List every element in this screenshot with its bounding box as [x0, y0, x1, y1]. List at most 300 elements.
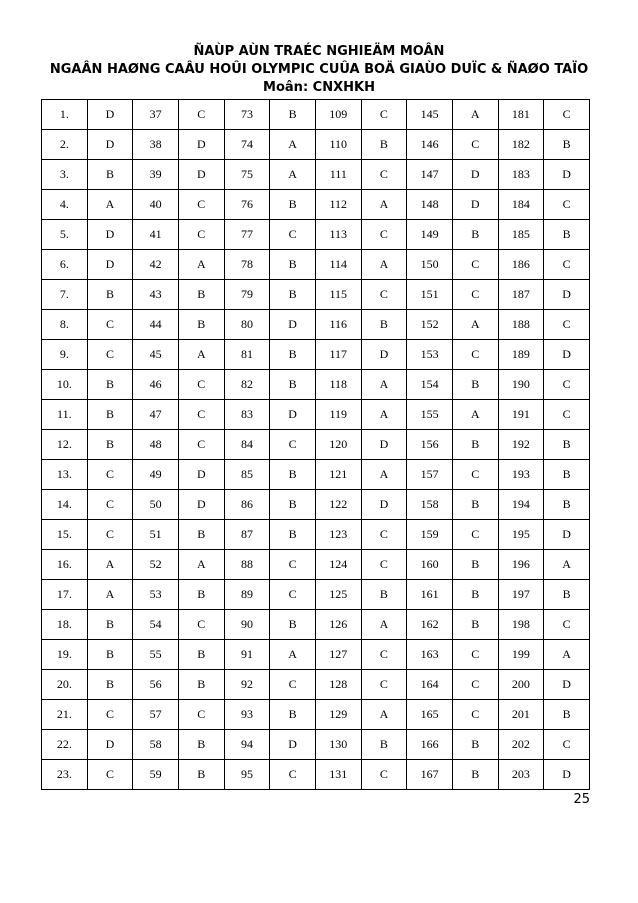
question-number-cell: 9.: [42, 340, 88, 370]
answer-cell: C: [452, 670, 498, 700]
question-number-cell: 16.: [42, 550, 88, 580]
question-number-cell: 5.: [42, 220, 88, 250]
answer-cell: A: [178, 550, 224, 580]
answer-cell: C: [361, 550, 407, 580]
question-number-cell: 149: [407, 220, 453, 250]
answer-cell: D: [270, 310, 316, 340]
answer-cell: B: [270, 490, 316, 520]
answer-cell: A: [361, 190, 407, 220]
answer-cell: C: [270, 670, 316, 700]
question-number-cell: 203: [498, 760, 544, 790]
question-number-cell: 145: [407, 100, 453, 130]
table-row: [42, 130, 590, 160]
question-number-cell: 87: [224, 520, 270, 550]
answer-cell: B: [270, 250, 316, 280]
question-number-cell: 92: [224, 670, 270, 700]
answer-cell: B: [270, 370, 316, 400]
question-number-cell: 116: [315, 310, 361, 340]
answer-cell: C: [178, 370, 224, 400]
answer-cell: D: [544, 340, 590, 370]
answer-cell: D: [178, 160, 224, 190]
question-number-cell: 130: [315, 730, 361, 760]
question-number-cell: 38: [133, 130, 179, 160]
question-number-cell: 14.: [42, 490, 88, 520]
answer-cell: B: [544, 430, 590, 460]
question-number-cell: 43: [133, 280, 179, 310]
table-row: [42, 280, 590, 310]
answer-cell: B: [452, 580, 498, 610]
answer-cell: D: [544, 280, 590, 310]
answer-cell: B: [452, 730, 498, 760]
answer-cell: C: [361, 640, 407, 670]
answer-cell: B: [270, 460, 316, 490]
table-row: [42, 430, 590, 460]
question-number-cell: 112: [315, 190, 361, 220]
answer-cell: D: [270, 730, 316, 760]
answer-cell: D: [87, 100, 133, 130]
question-number-cell: 115: [315, 280, 361, 310]
answer-cell: B: [87, 640, 133, 670]
answer-cell: B: [87, 610, 133, 640]
table-row: [42, 490, 590, 520]
question-number-cell: 163: [407, 640, 453, 670]
answer-cell: D: [178, 130, 224, 160]
answer-cell: B: [452, 490, 498, 520]
question-number-cell: 37: [133, 100, 179, 130]
question-number-cell: 118: [315, 370, 361, 400]
answer-cell: A: [452, 400, 498, 430]
answer-cell: C: [178, 100, 224, 130]
question-number-cell: 13.: [42, 460, 88, 490]
answer-cell: C: [361, 520, 407, 550]
question-number-cell: 95: [224, 760, 270, 790]
question-number-cell: 90: [224, 610, 270, 640]
header-title: ÑAÙP AÙN TRAÉC NGHIEÄM MOÂN: [193, 44, 445, 59]
question-number-cell: 40: [133, 190, 179, 220]
table-row: [42, 700, 590, 730]
question-number-cell: 131: [315, 760, 361, 790]
question-number-cell: 48: [133, 430, 179, 460]
question-number-cell: 56: [133, 670, 179, 700]
answer-cell: B: [270, 610, 316, 640]
answer-cell: B: [361, 130, 407, 160]
question-number-cell: 55: [133, 640, 179, 670]
answer-cell: D: [178, 460, 224, 490]
question-number-cell: 181: [498, 100, 544, 130]
answer-cell: B: [452, 220, 498, 250]
answer-cell: B: [178, 670, 224, 700]
table-row: [42, 190, 590, 220]
question-number-cell: 84: [224, 430, 270, 460]
question-number-cell: 188: [498, 310, 544, 340]
question-number-cell: 114: [315, 250, 361, 280]
question-number-cell: 57: [133, 700, 179, 730]
answer-cell: D: [544, 520, 590, 550]
question-number-cell: 151: [407, 280, 453, 310]
answer-cell: A: [270, 130, 316, 160]
answer-cell: B: [452, 430, 498, 460]
answer-cell: C: [544, 370, 590, 400]
table-row: [42, 340, 590, 370]
table-row: [42, 640, 590, 670]
answer-cell: B: [361, 310, 407, 340]
question-number-cell: 199: [498, 640, 544, 670]
answer-cell: D: [361, 430, 407, 460]
answer-cell: D: [87, 130, 133, 160]
question-number-cell: 119: [315, 400, 361, 430]
answer-cell: B: [87, 370, 133, 400]
answer-cell: C: [361, 760, 407, 790]
question-number-cell: 129: [315, 700, 361, 730]
question-number-cell: 160: [407, 550, 453, 580]
answer-cell: A: [361, 370, 407, 400]
question-number-cell: 86: [224, 490, 270, 520]
answer-cell: B: [544, 700, 590, 730]
answer-table-body: [42, 100, 590, 790]
answer-cell: C: [178, 190, 224, 220]
question-number-cell: 12.: [42, 430, 88, 460]
answer-cell: B: [452, 760, 498, 790]
question-number-cell: 183: [498, 160, 544, 190]
answer-cell: C: [361, 670, 407, 700]
question-number-cell: 80: [224, 310, 270, 340]
question-number-cell: 186: [498, 250, 544, 280]
answer-cell: A: [87, 550, 133, 580]
table-row: [42, 580, 590, 610]
question-number-cell: 82: [224, 370, 270, 400]
question-number-cell: 18.: [42, 610, 88, 640]
answer-cell: C: [452, 130, 498, 160]
question-number-cell: 127: [315, 640, 361, 670]
question-number-cell: 11.: [42, 400, 88, 430]
question-number-cell: 150: [407, 250, 453, 280]
question-number-cell: 185: [498, 220, 544, 250]
table-row: [42, 220, 590, 250]
answer-cell: C: [544, 100, 590, 130]
question-number-cell: 19.: [42, 640, 88, 670]
question-number-cell: 83: [224, 400, 270, 430]
question-number-cell: 77: [224, 220, 270, 250]
answer-cell: C: [87, 520, 133, 550]
page-number: 25: [573, 792, 590, 807]
question-number-cell: 20.: [42, 670, 88, 700]
question-number-cell: 197: [498, 580, 544, 610]
question-number-cell: 1.: [42, 100, 88, 130]
question-number-cell: 154: [407, 370, 453, 400]
question-number-cell: 10.: [42, 370, 88, 400]
question-number-cell: 201: [498, 700, 544, 730]
answer-cell: C: [87, 760, 133, 790]
question-number-cell: 198: [498, 610, 544, 640]
answer-cell: C: [361, 100, 407, 130]
question-number-cell: 194: [498, 490, 544, 520]
answer-cell: A: [452, 310, 498, 340]
answer-cell: A: [452, 100, 498, 130]
header-subject: Moân: CNXHKH: [263, 80, 375, 95]
question-number-cell: 122: [315, 490, 361, 520]
table-row: [42, 460, 590, 490]
answer-cell: C: [544, 730, 590, 760]
answer-cell: D: [270, 400, 316, 430]
question-number-cell: 158: [407, 490, 453, 520]
question-number-cell: 81: [224, 340, 270, 370]
answer-cell: B: [544, 460, 590, 490]
question-number-cell: 196: [498, 550, 544, 580]
question-number-cell: 42: [133, 250, 179, 280]
question-number-cell: 76: [224, 190, 270, 220]
question-number-cell: 74: [224, 130, 270, 160]
answer-cell: D: [452, 160, 498, 190]
table-row: [42, 100, 590, 130]
question-number-cell: 164: [407, 670, 453, 700]
question-number-cell: 123: [315, 520, 361, 550]
question-number-cell: 126: [315, 610, 361, 640]
answer-cell: D: [361, 340, 407, 370]
question-number-cell: 147: [407, 160, 453, 190]
answer-cell: D: [361, 490, 407, 520]
question-number-cell: 157: [407, 460, 453, 490]
answer-cell: A: [361, 700, 407, 730]
question-number-cell: 8.: [42, 310, 88, 340]
answer-cell: D: [544, 670, 590, 700]
answer-cell: A: [361, 250, 407, 280]
answer-cell: C: [544, 250, 590, 280]
answer-cell: A: [270, 640, 316, 670]
answer-cell: C: [452, 700, 498, 730]
answer-cell: C: [452, 520, 498, 550]
question-number-cell: 159: [407, 520, 453, 550]
answer-cell: C: [87, 700, 133, 730]
document-header: [0, 43, 638, 97]
question-number-cell: 59: [133, 760, 179, 790]
question-number-cell: 93: [224, 700, 270, 730]
question-number-cell: 79: [224, 280, 270, 310]
answer-cell: B: [87, 400, 133, 430]
question-number-cell: 39: [133, 160, 179, 190]
question-number-cell: 94: [224, 730, 270, 760]
question-number-cell: 111: [315, 160, 361, 190]
question-number-cell: 165: [407, 700, 453, 730]
table-row: [42, 610, 590, 640]
question-number-cell: 89: [224, 580, 270, 610]
answer-cell: B: [87, 160, 133, 190]
answer-cell: D: [178, 490, 224, 520]
question-number-cell: 6.: [42, 250, 88, 280]
question-number-cell: 161: [407, 580, 453, 610]
question-number-cell: 45: [133, 340, 179, 370]
answer-cell: B: [87, 430, 133, 460]
answer-cell: B: [270, 700, 316, 730]
answer-cell: B: [544, 220, 590, 250]
answer-cell: C: [87, 310, 133, 340]
question-number-cell: 2.: [42, 130, 88, 160]
question-number-cell: 51: [133, 520, 179, 550]
table-row: [42, 670, 590, 700]
answer-cell: C: [361, 220, 407, 250]
answer-cell: A: [361, 400, 407, 430]
answer-cell: C: [361, 280, 407, 310]
question-number-cell: 85: [224, 460, 270, 490]
answer-cell: B: [452, 610, 498, 640]
answer-cell: B: [452, 550, 498, 580]
answer-cell: C: [87, 460, 133, 490]
answer-cell: B: [178, 640, 224, 670]
question-number-cell: 125: [315, 580, 361, 610]
question-number-cell: 162: [407, 610, 453, 640]
question-number-cell: 75: [224, 160, 270, 190]
answer-cell: C: [87, 490, 133, 520]
answer-cell: D: [452, 190, 498, 220]
table-row: [42, 250, 590, 280]
answer-cell: C: [544, 400, 590, 430]
answer-cell: A: [178, 250, 224, 280]
answer-cell: C: [452, 640, 498, 670]
question-number-cell: 121: [315, 460, 361, 490]
answer-cell: C: [270, 430, 316, 460]
question-number-cell: 189: [498, 340, 544, 370]
question-number-cell: 153: [407, 340, 453, 370]
question-number-cell: 15.: [42, 520, 88, 550]
question-number-cell: 7.: [42, 280, 88, 310]
answer-cell: B: [270, 520, 316, 550]
question-number-cell: 21.: [42, 700, 88, 730]
answer-cell: B: [178, 520, 224, 550]
answer-cell: C: [270, 760, 316, 790]
answer-cell: D: [87, 250, 133, 280]
question-number-cell: 166: [407, 730, 453, 760]
question-number-cell: 190: [498, 370, 544, 400]
answer-cell: A: [87, 580, 133, 610]
answer-cell: C: [87, 340, 133, 370]
answer-cell: C: [178, 400, 224, 430]
question-number-cell: 46: [133, 370, 179, 400]
question-number-cell: 167: [407, 760, 453, 790]
question-number-cell: 156: [407, 430, 453, 460]
question-number-cell: 109: [315, 100, 361, 130]
answer-cell: B: [544, 580, 590, 610]
table-row: [42, 730, 590, 760]
answer-cell: C: [361, 160, 407, 190]
table-row: [42, 760, 590, 790]
answer-cell: A: [361, 610, 407, 640]
answer-cell: B: [544, 130, 590, 160]
answer-cell: C: [178, 610, 224, 640]
answer-cell: B: [178, 310, 224, 340]
question-number-cell: 195: [498, 520, 544, 550]
question-number-cell: 54: [133, 610, 179, 640]
answer-cell: C: [544, 310, 590, 340]
question-number-cell: 117: [315, 340, 361, 370]
question-number-cell: 113: [315, 220, 361, 250]
answer-cell: A: [178, 340, 224, 370]
answer-cell: C: [270, 550, 316, 580]
question-number-cell: 124: [315, 550, 361, 580]
answer-table: [41, 99, 590, 790]
answer-cell: C: [544, 190, 590, 220]
answer-cell: B: [178, 730, 224, 760]
answer-cell: D: [544, 160, 590, 190]
answer-cell: D: [544, 760, 590, 790]
question-number-cell: 128: [315, 670, 361, 700]
answer-cell: B: [178, 280, 224, 310]
answer-cell: B: [270, 340, 316, 370]
question-number-cell: 4.: [42, 190, 88, 220]
answer-cell: A: [270, 160, 316, 190]
question-number-cell: 146: [407, 130, 453, 160]
question-number-cell: 23.: [42, 760, 88, 790]
question-number-cell: 58: [133, 730, 179, 760]
question-number-cell: 184: [498, 190, 544, 220]
question-number-cell: 22.: [42, 730, 88, 760]
question-number-cell: 182: [498, 130, 544, 160]
question-number-cell: 120: [315, 430, 361, 460]
question-number-cell: 192: [498, 430, 544, 460]
answer-cell: A: [361, 460, 407, 490]
answer-cell: C: [544, 610, 590, 640]
question-number-cell: 3.: [42, 160, 88, 190]
question-number-cell: 44: [133, 310, 179, 340]
question-number-cell: 193: [498, 460, 544, 490]
question-number-cell: 191: [498, 400, 544, 430]
answer-cell: B: [87, 670, 133, 700]
answer-cell: B: [452, 370, 498, 400]
question-number-cell: 202: [498, 730, 544, 760]
question-number-cell: 17.: [42, 580, 88, 610]
table-row: [42, 310, 590, 340]
answer-cell: B: [270, 100, 316, 130]
table-row: [42, 520, 590, 550]
answer-cell: C: [270, 220, 316, 250]
question-number-cell: 187: [498, 280, 544, 310]
table-row: [42, 160, 590, 190]
question-number-cell: 41: [133, 220, 179, 250]
question-number-cell: 152: [407, 310, 453, 340]
question-number-cell: 49: [133, 460, 179, 490]
question-number-cell: 148: [407, 190, 453, 220]
header-subtitle: NGAÂN HAØNG CAÂU HOÛI OLYMPIC CUÛA BOÄ GIAÙO DUÏC & ÑAØO TAÏO: [49, 62, 589, 77]
answer-cell: A: [544, 640, 590, 670]
answer-cell: B: [270, 280, 316, 310]
question-number-cell: 78: [224, 250, 270, 280]
question-number-cell: 53: [133, 580, 179, 610]
question-number-cell: 50: [133, 490, 179, 520]
answer-cell: A: [544, 550, 590, 580]
answer-cell: C: [452, 340, 498, 370]
answer-cell: D: [87, 730, 133, 760]
answer-cell: C: [178, 700, 224, 730]
table-row: [42, 370, 590, 400]
answer-cell: C: [178, 430, 224, 460]
question-number-cell: 52: [133, 550, 179, 580]
table-row: [42, 550, 590, 580]
answer-cell: B: [178, 760, 224, 790]
answer-cell: B: [361, 730, 407, 760]
answer-cell: B: [87, 280, 133, 310]
answer-cell: C: [270, 580, 316, 610]
answer-cell: A: [87, 190, 133, 220]
question-number-cell: 110: [315, 130, 361, 160]
answer-cell: B: [270, 190, 316, 220]
answer-cell: D: [87, 220, 133, 250]
question-number-cell: 91: [224, 640, 270, 670]
answer-cell: C: [452, 460, 498, 490]
table-row: [42, 400, 590, 430]
answer-cell: B: [361, 580, 407, 610]
answer-cell: B: [178, 580, 224, 610]
question-number-cell: 88: [224, 550, 270, 580]
answer-cell: C: [178, 220, 224, 250]
question-number-cell: 155: [407, 400, 453, 430]
